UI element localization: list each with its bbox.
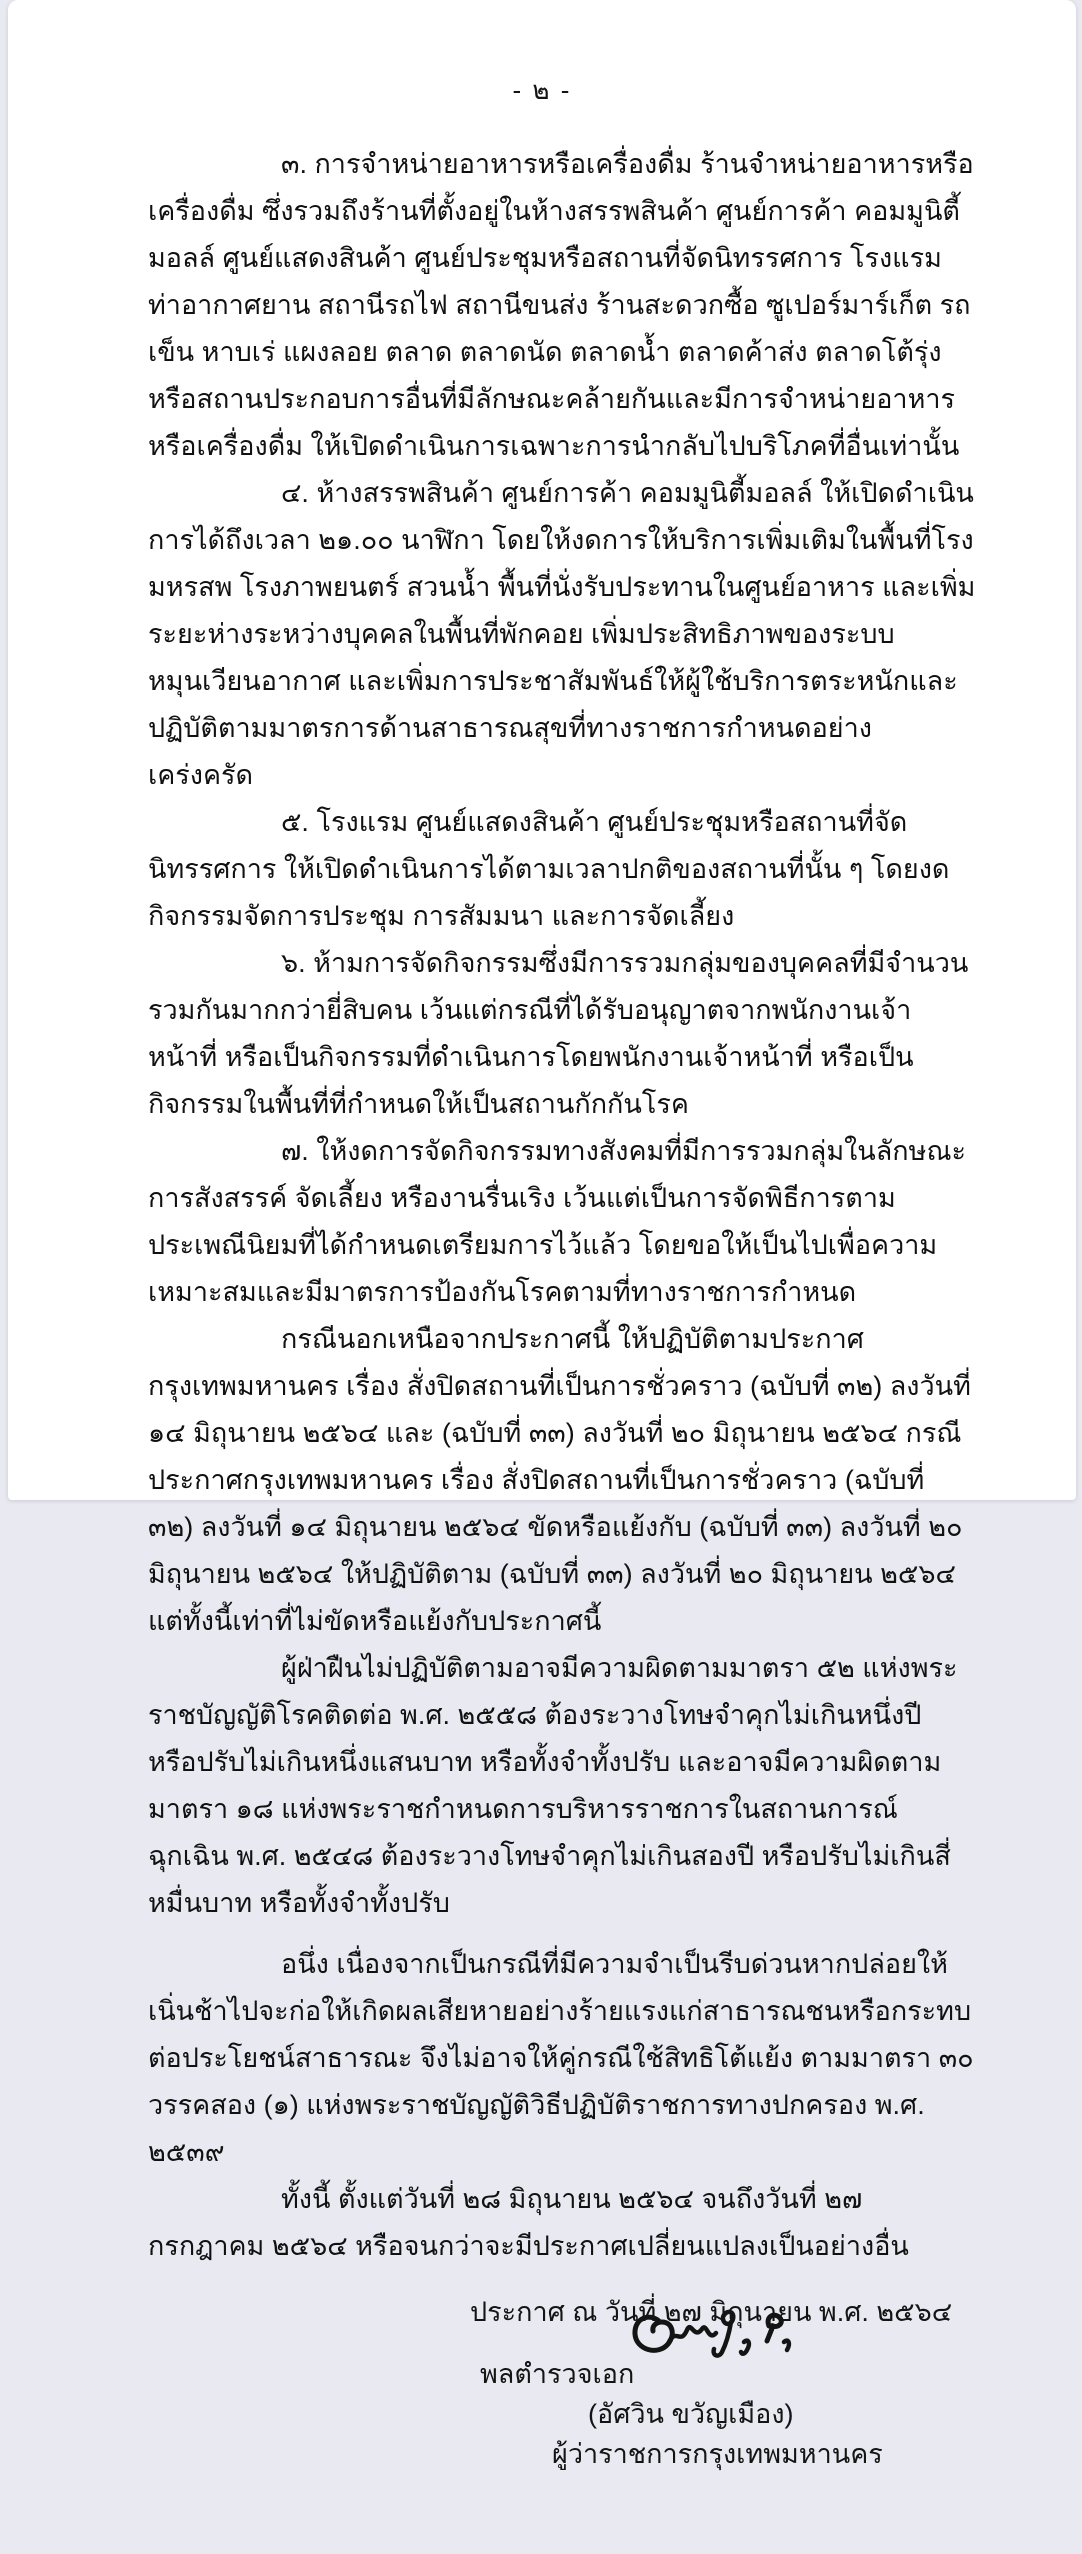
paragraph-penalties: ผู้ฝ่าฝืนไม่ปฏิบัติตามอาจมีความผิดตามมาตรา ๕๒ แห่งพระราชบัญญัติโรคติดต่อ พ.ศ. ๒๕๕๘ ต้องระวางโทษจำคุกไม่เกินหนึ่งปี หรือปรับไม่เกินหนึ่งแสนบาท หรือทั้งจำทั้งปรับ และอาจมีความผิดตามมาตรา ๑๘ แห่งพระราชกำหนดการบริหารราชการในสถานการณ์ฉุกเฉิน พ.ศ. ๒๕๔๘ ต้องระวางโทษจำคุกไม่เกินสองปี หรือปรับไม่เกินสี่หมื่นบาท หรือทั้งจำทั้งปรับ bbox=[148, 1653, 958, 1918]
paragraph-item-6: ๖. ห้ามการจัดกิจกรรมซึ่งมีการรวมกลุ่มของบุคคลที่มีจำนวนรวมกันมากกว่ายี่สิบคน เว้นแต่กรณีที่ได้รับอนุญาตจากพนักงานเจ้าหน้าที่ หรือเป็นกิจกรรมที่ดำเนินการโดยพนักงานเจ้าหน้าที่ หรือเป็นกิจกรรมในพื้นที่ที่กำหนดให้เป็นสถานกักกันโรค bbox=[148, 948, 969, 1119]
paragraph-exceptions: กรณีนอกเหนือจากประกาศนี้ ให้ปฏิบัติตามประกาศกรุงเทพมหานคร เรื่อง สั่งปิดสถานที่เป็นการชั่วคราว (ฉบับที่ ๓๒) ลงวันที่ ๑๔ มิถุนายน ๒๕๖๔ และ (ฉบับที่ ๓๓) ลงวันที่ ๒๐ มิถุนายน ๒๕๖๔ กรณีประกาศกรุงเทพมหานคร เรื่อง สั่งปิดสถานที่เป็นการชั่วคราว (ฉบับที่ ๓๒) ลงวันที่ ๑๔ มิถุนายน ๒๕๖๔ ขัดหรือแย้งกับ (ฉบับที่ ๓๓) ลงวันที่ ๒๐ มิถุนายน ๒๕๖๔ ให้ปฏิบัติตาม (ฉบับที่ ๓๓) ลงวันที่ ๒๐ มิถุนายน ๒๕๖๔ แต่ทั้งนี้เท่าที่ไม่ขัดหรือแย้งกับประกาศนี้ bbox=[148, 1324, 971, 1636]
signature-image bbox=[626, 2300, 806, 2372]
paragraph-item-3: ๓. การจำหน่ายอาหารหรือเครื่องดื่ม ร้านจำหน่ายอาหารหรือเครื่องดื่ม ซึ่งรวมถึงร้านที่ตั้งอยู่ในห้างสรรพสินค้า ศูนย์การค้า คอมมูนิตี้มอลล์ ศูนย์แสดงสินค้า ศูนย์ประชุมหรือสถานที่จัดนิทรรศการ โรงแรม ท่าอากาศยาน สถานีรถไฟ สถานีขนส่ง ร้านสะดวกซื้อ ซูเปอร์มาร์เก็ต รถเข็น หาบเร่ แผงลอย ตลาด ตลาดนัด ตลาดน้ำ ตลาดค้าส่ง ตลาดโต้รุ่ง หรือสถานประกอบการอื่นที่มีลักษณะคล้ายกันและมีการจำหน่ายอาหารหรือเครื่องดื่ม ให้เปิดดำเนินการเฉพาะการนำกลับไปบริโภคที่อื่นเท่านั้น bbox=[148, 149, 974, 461]
closing-block bbox=[148, 2284, 976, 2554]
paragraph-effective-dates: ทั้งนี้ ตั้งแต่วันที่ ๒๘ มิถุนายน ๒๕๖๔ จนถึงวันที่ ๒๗ กรกฎาคม ๒๕๖๔ หรือจนกว่าจะมีประกาศเปลี่ยนแปลงเป็นอย่างอื่น bbox=[148, 2184, 909, 2261]
page-number: - ๒ - bbox=[512, 75, 572, 105]
proclamation-date-line: ประกาศ ณ วันที่ ๒๗ มิถุนายน พ.ศ. ๒๕๖๔ bbox=[470, 2297, 953, 2327]
document-body bbox=[8, 111, 1076, 2554]
signer-name: (อัศวิน ขวัญเมือง) bbox=[588, 2399, 794, 2429]
paragraph-urgency: อนึ่ง เนื่องจากเป็นกรณีที่มีความจำเป็นรีบด่วนหากปล่อยให้เนิ่นช้าไปจะก่อให้เกิดผลเสียหายอย่างร้ายแรงแก่สาธารณชนหรือกระทบต่อประโยชน์สาธารณะ จึงไม่อาจให้คู่กรณีใช้สิทธิโต้แย้ง ตามมาตรา ๓๐ วรรคสอง (๑) แห่งพระราชบัญญัติวิธีปฏิบัติราชการทางปกครอง พ.ศ. ๒๕๓๙ bbox=[148, 1949, 974, 2167]
signer-rank: พลตำรวจเอก bbox=[480, 2359, 635, 2389]
paragraph-item-7: ๗. ให้งดการจัดกิจกรรมทางสังคมที่มีการรวมกลุ่มในลักษณะการสังสรรค์ จัดเลี้ยง หรืองานรื่นเริง เว้นแต่เป็นการจัดพิธีการตามประเพณีนิยมที่ได้กำหนดเตรียมการไว้แล้ว โดยขอให้เป็นไปเพื่อความเหมาะสมและมีมาตรการป้องกันโรคตามที่ทางราชการกำหนด bbox=[148, 1136, 966, 1307]
paragraph-item-4: ๔. ห้างสรรพสินค้า ศูนย์การค้า คอมมูนิตี้มอลล์ ให้เปิดดำเนินการได้ถึงเวลา ๒๑.๐๐ นาฬิกา โดยให้งดการให้บริการเพิ่มเติมในพื้นที่โรงมหรสพ โรงภาพยนตร์ สวนน้ำ พื้นที่นั่งรับประทานในศูนย์อาหาร และเพิ่มระยะห่างระหว่างบุคคลในพื้นที่พักคอย เพิ่มประสิทธิภาพของระบบหมุนเวียนอากาศ และเพิ่มการประชาสัมพันธ์ให้ผู้ใช้บริการตระหนักและปฏิบัติตามมาตรการด้านสาธารณสุขที่ทางราชการกำหนดอย่างเคร่งครัด bbox=[148, 478, 976, 790]
paragraph-item-5: ๕. โรงแรม ศูนย์แสดงสินค้า ศูนย์ประชุมหรือสถานที่จัดนิทรรศการ ให้เปิดดำเนินการได้ตามเวลาปกติของสถานที่นั้น ๆ โดยงดกิจกรรมจัดการประชุม การสัมมนา และการจัดเลี้ยง bbox=[148, 807, 950, 931]
document-page bbox=[8, 0, 1076, 2469]
signer-title: ผู้ว่าราชการกรุงเทพมหานคร bbox=[552, 2439, 883, 2469]
